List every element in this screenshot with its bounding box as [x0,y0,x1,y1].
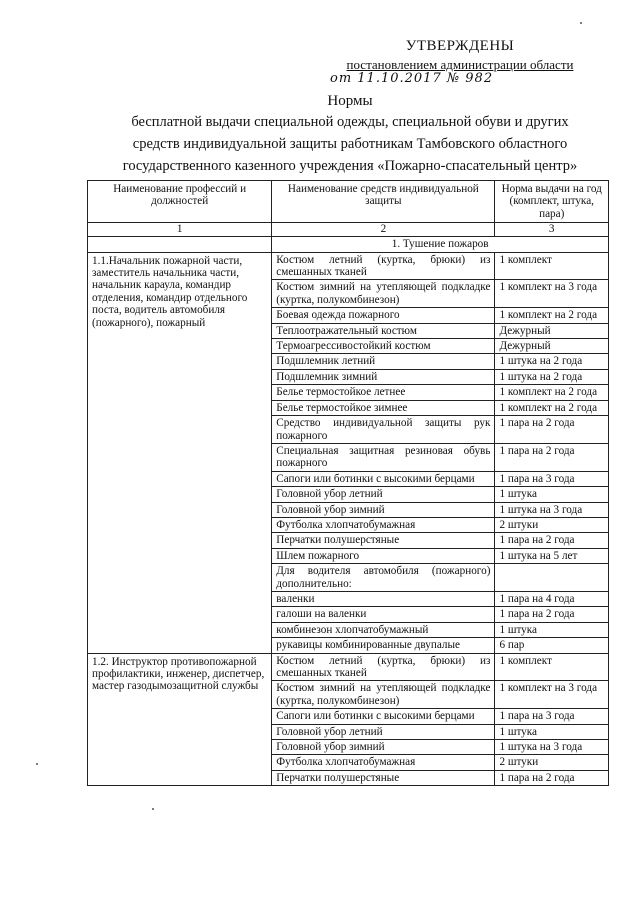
handwritten-date: от 11.10.2017 № 982 [330,71,494,86]
norm-cell: 1 комплект [495,653,609,681]
norm-cell: 1 штука на 3 года [495,740,609,755]
norm-cell: 1 комплект на 2 года [495,400,609,415]
document-title [70,93,630,176]
norm-cell: 1 пара на 4 года [495,591,609,606]
norm-cell: 1 пара на 3 года [495,709,609,724]
norm-cell: 1 комплект на 3 года [495,280,609,308]
ppe-item-cell: Футболка хлопчатобумажная [272,517,495,532]
norm-cell: 2 штуки [495,755,609,770]
ppe-item-cell: комбинезон хлопчатобумажный [272,622,495,637]
approval-decree: постановлением администрации области [346,57,574,72]
ppe-item-cell: Белье термостойкое летнее [272,385,495,400]
section-title: 1. Тушение пожаров [272,237,609,252]
ppe-item-cell: Белье термостойкое зимнее [272,400,495,415]
norm-cell: 1 штука [495,487,609,502]
ppe-item-cell: Головной убор летний [272,724,495,739]
ppe-item-cell: Теплоотражательный костюм [272,323,495,338]
norm-cell: 1 пара на 3 года [495,471,609,486]
norm-cell [495,564,609,592]
norm-cell: 1 пара на 2 года [495,607,609,622]
norm-cell: 1 штука на 2 года [495,369,609,384]
title-line-2: бесплатной выдачи специальной одежды, специальной обуви и других [131,114,569,130]
profession-cell: 1.1.Начальник пожарной части, заместитель начальника части, начальник караула, командир отделения, командир отдельного поста, водитель автомобиля (пожарного), пожарный [88,252,272,653]
approval-heading: УТВЕРЖДЕНЫ [405,38,515,54]
ppe-item-cell: Подшлемник зимний [272,369,495,384]
column-number-row [88,223,609,237]
ppe-item-cell: Для водителя автомобиля (пожарного) дополнительно: [272,564,495,592]
norms-table [87,180,609,786]
ppe-item-cell: Костюм летний (куртка, брюки) из смешанных тканей [272,653,495,681]
approval-block [300,38,620,86]
ppe-item-cell: Сапоги или ботинки с высокими берцами [272,709,495,724]
norm-cell: Дежурный [495,339,609,354]
ppe-item-cell: галоши на валенки [272,607,495,622]
norm-cell: 1 пара на 2 года [495,443,609,471]
norm-cell: 2 штуки [495,517,609,532]
ppe-item-cell: Головной убор зимний [272,502,495,517]
ppe-item-cell: рукавицы комбинированные двупалые [272,638,495,653]
profession-cell: 1.2. Инструктор противопожарной профилактики, инженер, диспетчер, мастер газодымозащитной службы [88,653,272,786]
norm-cell: 6 пар [495,638,609,653]
title-line-3: средств индивидуальной защиты работникам Тамбовского областного [132,136,568,152]
norm-cell: 1 штука [495,724,609,739]
norm-cell: 1 комплект на 2 года [495,385,609,400]
ppe-item-cell: Головной убор летний [272,487,495,502]
table-row [88,252,609,280]
scan-speck [36,763,38,765]
column-number: 2 [272,223,495,237]
title-line-4: государственного казенного учреждения «Пожарно-спасательный центр» [122,158,578,174]
norm-cell: 1 комплект на 2 года [495,308,609,323]
ppe-item-cell: Термоагрессивостойкий костюм [272,339,495,354]
ppe-item-cell: Головной убор зимний [272,740,495,755]
ppe-item-cell: Перчатки полушерстяные [272,533,495,548]
norm-cell: 1 штука на 2 года [495,354,609,369]
ppe-item-cell: Подшлемник летний [272,354,495,369]
section-row [88,237,609,252]
ppe-item-cell: Специальная защитная резиновая обувь пожарного [272,443,495,471]
norm-cell: 1 пара на 2 года [495,533,609,548]
ppe-item-cell: Костюм зимний на утепляющей подкладке (куртка, полукомбинезон) [272,681,495,709]
ppe-item-cell: валенки [272,591,495,606]
ppe-item-cell: Футболка хлопчатобумажная [272,755,495,770]
ppe-item-cell: Шлем пожарного [272,548,495,563]
table-header-row [88,181,609,223]
column-number: 1 [88,223,272,237]
scan-speck [580,22,582,24]
norm-cell: 1 пара на 2 года [495,416,609,444]
norm-cell: 1 штука [495,622,609,637]
section-empty-cell [88,237,272,252]
norm-cell: 1 штука на 5 лет [495,548,609,563]
header-norm: Норма выдачи на год (комплект, штука, пара) [495,181,609,223]
norm-cell: 1 комплект [495,252,609,280]
ppe-item-cell: Боевая одежда пожарного [272,308,495,323]
table-row [88,653,609,681]
norm-cell: Дежурный [495,323,609,338]
ppe-item-cell: Перчатки полушерстяные [272,770,495,785]
norm-cell: 1 штука на 3 года [495,502,609,517]
norm-cell: 1 пара на 2 года [495,770,609,785]
norm-cell: 1 комплект на 3 года [495,681,609,709]
ppe-item-cell: Сапоги или ботинки с высокими берцами [272,471,495,486]
header-ppe: Наименование средств индивидуальной защиты [272,181,495,223]
ppe-item-cell: Средство индивидуальной защиты рук пожарного [272,416,495,444]
header-profession: Наименование профессий и должностей [88,181,272,223]
ppe-item-cell: Костюм зимний на утепляющей подкладке (куртка, полукомбинезон) [272,280,495,308]
title-line-1: Нормы [327,93,373,109]
scan-speck [152,808,154,810]
ppe-item-cell: Костюм летний (куртка, брюки) из смешанных тканей [272,252,495,280]
column-number: 3 [495,223,609,237]
